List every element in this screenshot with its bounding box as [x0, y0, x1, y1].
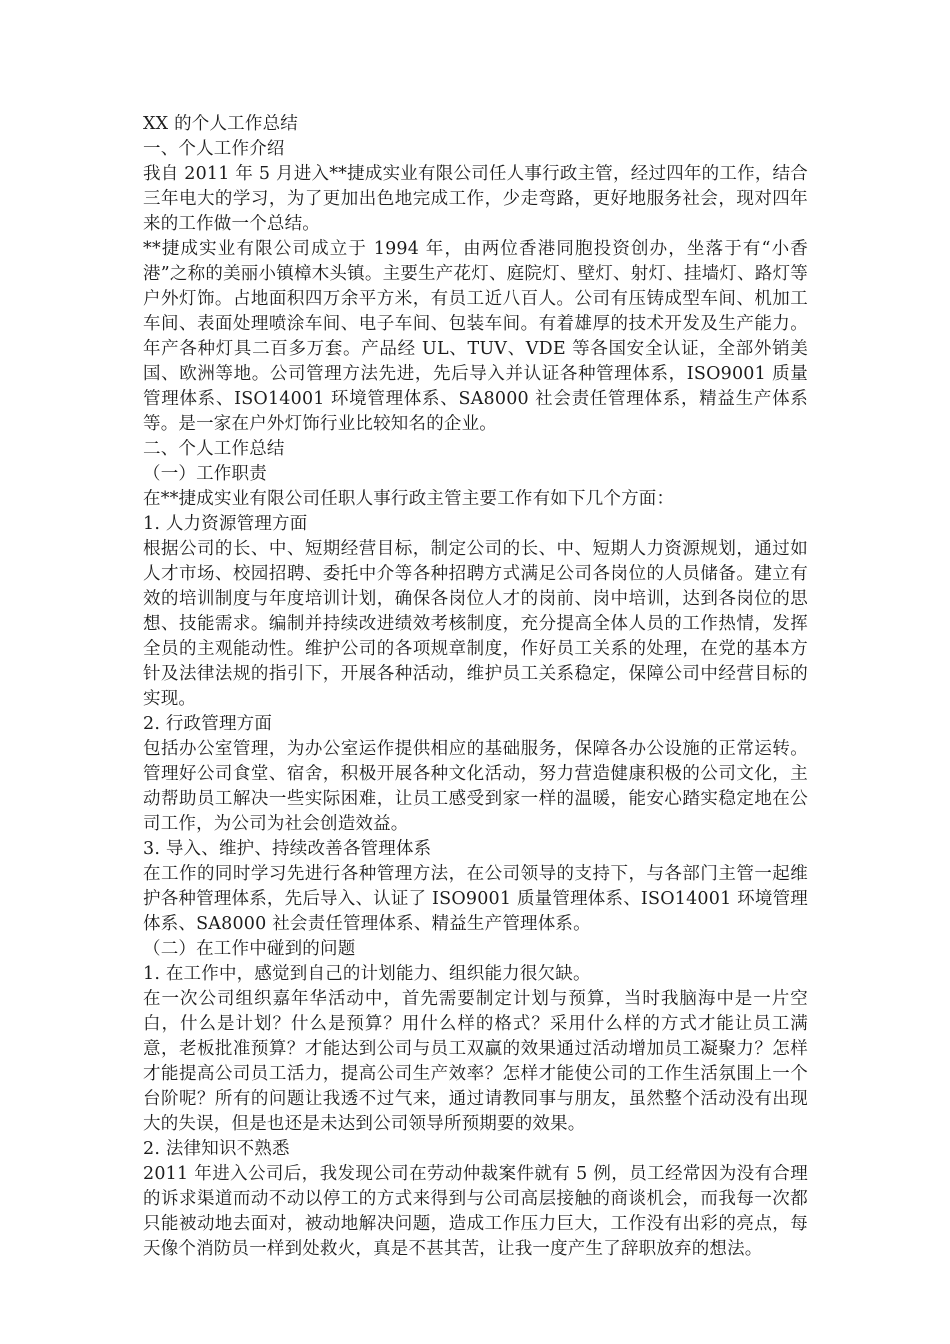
paragraph-self-intro: 我自 2011 年 5 月进入**捷成实业有限公司任人事行政主管，经过四年的工作，结合三年电大的学习，为了更加出色地完成工作，少走弯路，更好地服务社会，现对四年来的工作做一个总结。: [143, 164, 808, 234]
paragraph-company-profile: **捷成实业有限公司成立于 1994 年，由两位香港同胞投资创办，坐落于有“小香港”之称的美丽小镇樟木头镇。主要生产花灯、庭院灯、壁灯、射灯、挂墙灯、路灯等户外灯饰。占地面积四万余平方米，有员工近八百人。公司有压铸成型车间、机加工车间、表面处理喷涂车间、电子车间、包装车间。有着雄厚的技术开发及生产能力。年产各种灯具二百多万套。产品经 UL、TUV、VDE 等各国安全认证，全部外销美国、欧洲等地。公司管理方法先进，先后导入并认证各种管理体系，ISO9001 质量管理体系、ISO14001 环境管理体系、SA8000 社会责任管理体系，精益生产体系等。是一家在户外灯饰行业比较知名的企业。: [143, 239, 808, 434]
paragraph-management-systems: 在工作的同时学习先进行各种管理方法，在公司领导的支持下，与各部门主管一起维护各种管理体系，先后导入、认证了 ISO9001 质量管理体系、ISO14001 环境管理体系、SA8000 社会责任管理体系、精益生产管理体系。: [143, 864, 808, 934]
paragraph-hr-management: 根据公司的长、中、短期经营目标，制定公司的长、中、短期人力资源规划，通过如人才市场、校园招聘、委托中介等各种招聘方式满足公司各岗位的人员储备。建立有效的培训制度与年度培训计划，确保各岗位人才的岗前、岗中培训，达到各岗位的思想、技能需求。编制并持续改进绩效考核制度，充分提高全体人员的工作热情，发挥全员的主观能动性。维护公司的各项规章制度，作好员工关系的处理，在党的基本方针及法律法规的指引下，开展各种活动，维护员工关系稳定，保障公司中经营目标的实现。: [143, 539, 808, 709]
paragraph-admin-management: 包括办公室管理，为办公室运作提供相应的基础服务，保障各办公设施的正常运转。管理好公司食堂、宿舍，积极开展各种文化活动，努力营造健康积极的公司文化，主动帮助员工解决一些实际困难，让员工感受到家一样的温暖，能安心踏实稳定地在公司工作，为公司为社会创造效益。: [143, 739, 808, 834]
paragraph-duties-intro: 在**捷成实业有限公司任职人事行政主管主要工作有如下几个方面：: [143, 489, 675, 509]
paragraph-problem-planning: 在一次公司组织嘉年华活动中，首先需要制定计划与预算，当时我脑海中是一片空白，什么是计划？什么是预算？用什么样的格式？采用什么样的方式才能让员工满意，老板批准预算？才能达到公司与员工双赢的效果通过活动增加员工凝聚力？怎样才能提高公司员工活力，提高公司生产效率？怎样才能使公司的工作生活氛围上一个台阶呢？所有的问题让我透不过气来，通过请教同事与朋友，虽然整个活动没有出现大的失误，但是也还是未达到公司领导所预期要的效果。: [143, 989, 808, 1134]
subheading-problem-planning: 1. 在工作中，感觉到自己的计划能力、组织能力很欠缺。: [143, 964, 591, 984]
subheading-management-systems: 3. 导入、维护、持续改善各管理体系: [143, 839, 432, 859]
paragraph-problem-legal: 2011 年进入公司后，我发现公司在劳动仲裁案件就有 5 例，员工经常因为没有合理的诉求渠道而动不动以停工的方式来得到与公司高层接触的商谈机会，而我每一次都只能被动地去面对，被动地解决问题，造成工作压力巨大，工作没有出彩的亮点，每天像个消防员一样到处救火，真是不甚其苦，让我一度产生了辞职放弃的想法。: [143, 1164, 808, 1259]
section-heading-intro: 一、个人工作介绍: [143, 139, 285, 159]
document-body: [143, 112, 808, 1262]
subheading-problem-legal: 2. 法律知识不熟悉: [143, 1139, 290, 1159]
doc-title: XX 的个人工作总结: [143, 114, 298, 134]
section-heading-summary: 二、个人工作总结: [143, 439, 285, 459]
subsection-heading-duties: （一）工作职责: [143, 464, 267, 484]
subsection-heading-problems: （二）在工作中碰到的问题: [143, 939, 356, 959]
subheading-admin-management: 2. 行政管理方面: [143, 714, 273, 734]
subheading-hr-management: 1. 人力资源管理方面: [143, 514, 308, 534]
